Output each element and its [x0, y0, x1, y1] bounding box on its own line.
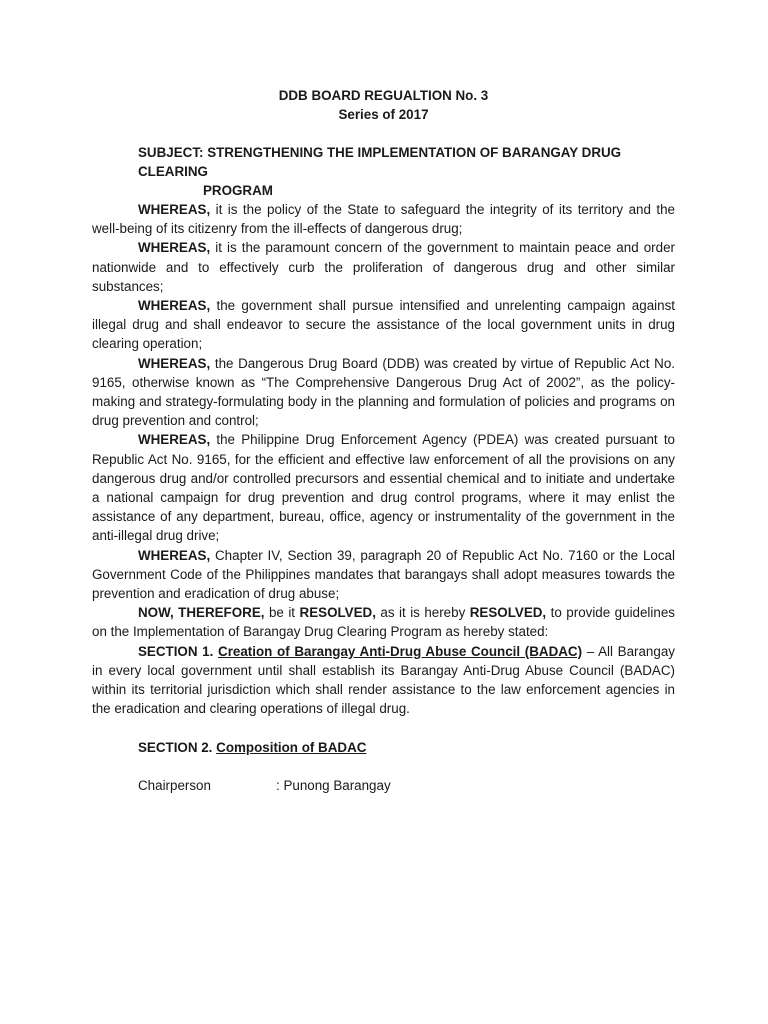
resolved-label-1: RESOLVED,: [299, 605, 376, 621]
document-body: [92, 86, 675, 795]
whereas-paragraph-1: [92, 200, 675, 238]
whereas-paragraph-6: [92, 546, 675, 604]
section-1-paragraph: [92, 642, 675, 719]
section-2-title: Composition of BADAC: [216, 739, 367, 755]
composition-value: : Punong Barangay: [276, 777, 391, 793]
whereas-text-3: the government shall pursue intensified and unrelenting campaign against illegal drug and shall endeavor to secure the assistance of the local government units in drug clearing operation;: [92, 298, 675, 352]
whereas-text-4: the Dangerous Drug Board (DDB) was created by virtue of Republic Act No. 9165, otherwise known as “The Comprehensive Dangerous Drug Act of 2002”, as the policy-making and strategy-formulating body in the planning and formulation of policies and programs on drug prevention and control;: [92, 355, 675, 429]
section-2-heading: [92, 738, 675, 757]
section-1-label: SECTION 1.: [138, 643, 214, 659]
whereas-paragraph-4: [92, 354, 675, 431]
subject-line-1: SUBJECT: STRENGTHENING THE IMPLEMENTATION OF BARANGAY DRUG CLEARING: [138, 145, 622, 179]
section-2-label: SECTION 2.: [138, 739, 213, 755]
whereas-text-2: it is the paramount concern of the government to maintain peace and order nationwide and to effectively curb the proliferation of dangerous drug and other similar substances;: [92, 240, 675, 294]
whereas-label: WHEREAS,: [138, 547, 211, 563]
resolved-label-2: RESOLVED,: [469, 605, 547, 621]
whereas-text-5: the Philippine Drug Enforcement Agency (PDEA) was created pursuant to Republic Act No. 9165, for the efficient and effective law enforcement of all the provisions on any dangerous drug and/or controlled precursors and essential chemical and to initiate and undertake a national campaign for drug prevention and drug control programs, where it may enlist the assistance of any department, bureau, office, agency or instrumentality of the government in the anti-illegal drug drive;: [92, 432, 675, 544]
series-line: Series of 2017: [338, 107, 429, 122]
whereas-text-6: Chapter IV, Section 39, paragraph 20 of Republic Act No. 7160 or the Local Government Code of the Philippines mandates that barangays shall adopt measures towards the prevention and eradication of drug abuse;: [92, 547, 675, 602]
whereas-label: WHEREAS,: [138, 240, 211, 256]
whereas-label: WHEREAS,: [138, 298, 211, 314]
whereas-paragraph-2: [92, 238, 675, 296]
composition-role: Chairperson: [138, 777, 211, 793]
as-it-text: as it is hereby: [380, 605, 466, 621]
whereas-paragraph-3: [92, 296, 675, 354]
resolution-paragraph: [92, 603, 675, 641]
now-therefore-label: NOW, THEREFORE,: [138, 605, 265, 621]
whereas-label: WHEREAS,: [138, 202, 211, 217]
document-header: [92, 86, 675, 124]
be-it-text: be it: [268, 605, 296, 621]
section-1-title: Creation of Barangay Anti-Drug Abuse Council (BADAC): [218, 643, 583, 659]
whereas-text-1: it is the policy of the State to safeguard the integrity of its territory and the well-being of its citizenry from the ill-effects of dangerous drug;: [92, 202, 675, 237]
subject-line-2: PROGRAM: [203, 183, 273, 198]
section-1-body: – All Barangay in every local government until shall establish its Barangay Anti-Drug Abuse Council (BADAC) within its territorial jurisdiction which shall render assistance to the law enforcement agencies in the eradication and clearing operations of illegal drug.: [92, 643, 675, 717]
subject-block: [92, 143, 675, 200]
resolution-text: to provide guidelines on the Implementation of Barangay Drug Clearing Program as hereby stated:: [92, 605, 675, 640]
regulation-title: DDB BOARD REGUALTION No. 3: [278, 88, 489, 103]
whereas-label: WHEREAS,: [138, 432, 211, 448]
whereas-label: WHEREAS,: [138, 355, 211, 371]
whereas-paragraph-5: [92, 430, 675, 545]
composition-row: [92, 776, 675, 795]
